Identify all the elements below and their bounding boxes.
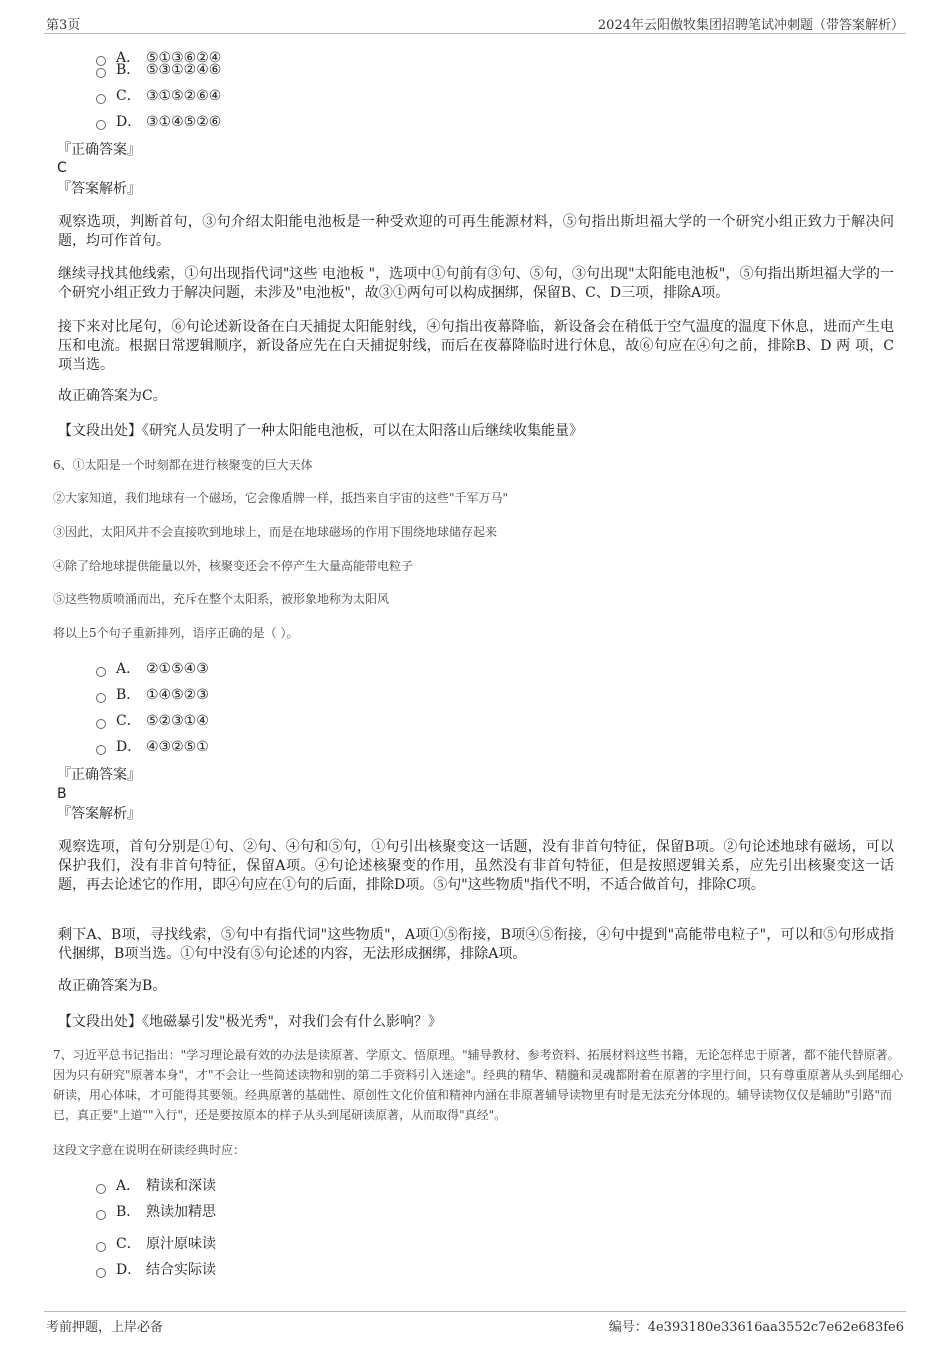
q6-option-d[interactable]: D． ④③②⑤①: [96, 738, 209, 756]
q5-answer-label: 『正确答案』: [57, 142, 141, 158]
document-id: 编号：4e393180e33616aa3552c7e62e683fe6: [608, 1320, 904, 1335]
q5-analysis-p1: 观察选项，判断首句，③句介绍太阳能电池板是一种受欢迎的可再生能源材料，⑤句指出斯坦福大学的一个研究小组正致力于解决问题，均可作首句。: [58, 214, 894, 249]
q5-option-d[interactable]: D． ③①④⑤②⑥: [96, 113, 221, 131]
radio-icon[interactable]: [96, 1268, 106, 1278]
q6-option-a[interactable]: A． ②①⑤④③: [96, 660, 209, 678]
radio-icon[interactable]: [96, 120, 106, 130]
page-number: 第3页: [46, 18, 81, 33]
q7-stem: 7、习近平总书记指出："学习理论最有效的办法是读原著、学原文、悟原理。"辅导教材、参考资料、拓展材料这些书籍，无论怎样忠于原著，都不能代替原著。因为只有研究"原著本身"，才"不会让一些简述读物和别的第二手资料引入迷途"。经典的精华、精髓和灵魂都附着在原著的字里行间，只有尊重原著从头到尾细心研读，用心体味，才可能得其要领。经典原著的基础性、原创性文化价值和精神内涵在非原著辅导读物里有时是无法充分体现的。辅导读物仅仅是辅助"引路"而已，真正要"上道""入行"，还是要按原本的样子从头到尾研读原著，从而取得"真经"。: [53, 1048, 904, 1122]
q7-option-b[interactable]: B． 熟读加精思: [96, 1203, 216, 1221]
q5-analysis-label: 『答案解析』: [57, 181, 141, 197]
q6-stem: 6、①太阳是一个时刻都在进行核聚变的巨大天体: [53, 458, 313, 472]
q6-sentence-2: ②大家知道，我们地球有一个磁场，它会像盾牌一样，抵挡来自宇宙的这些"千军万马": [53, 491, 509, 505]
q6-sentence-5: ⑤这些物质喷涌而出，充斥在整个太阳系，被形象地称为太阳风: [53, 592, 390, 606]
header-divider: [44, 33, 906, 34]
q7-option-a[interactable]: A． 精读和深读: [96, 1177, 216, 1195]
q7-option-c[interactable]: C． 原汁原味读: [96, 1235, 216, 1253]
q6-sentence-3: ③因此，太阳风并不会直接吹到地球上，而是在地球磁场的作用下围绕地球储存起来: [53, 525, 498, 539]
q6-option-c[interactable]: C． ⑤②③①④: [96, 712, 209, 730]
q6-analysis-p2: 剩下A、B项，寻找线索，⑤句中有指代词"这些物质"，A项①⑤衔接，B项④⑤衔接，④句中提到"高能带电粒子"，可以和⑤句形成指代捆绑，B项当选。①句中没有⑤句论述的内容，无法形成捆绑，排除A项。: [58, 927, 894, 962]
radio-icon[interactable]: [96, 693, 106, 703]
radio-icon[interactable]: [96, 68, 106, 78]
q6-answer-label: 『正确答案』: [57, 767, 141, 783]
q5-option-c[interactable]: C． ③①⑤②⑥④: [96, 87, 221, 105]
radio-icon[interactable]: [96, 719, 106, 729]
radio-icon[interactable]: [96, 1184, 106, 1194]
radio-icon[interactable]: [96, 667, 106, 677]
q6-analysis-label: 『答案解析』: [57, 806, 141, 822]
q7-option-d[interactable]: D． 结合实际读: [96, 1261, 216, 1279]
footer-divider: [44, 1311, 906, 1312]
q5-answer: C: [57, 160, 67, 176]
q5-analysis-p2: 继续寻找其他线索，①句出现指代词"这些 电池板 "，选项中①句前有③句、⑤句，③句出现"太阳能电池板"，⑤句指出斯坦福大学的一个研究小组正致力于解决问题，未涉及"电池板"，故③①两句可以构成捆绑，保留B、C、D三项，排除A项。: [58, 266, 894, 301]
q6-sentence-4: ④除了给地球提供能量以外，核聚变还会不停产生大量高能带电粒子: [53, 559, 414, 573]
q5-analysis-p4: 故正确答案为C。: [58, 388, 167, 404]
footer-slogan: 考前押题，上岸必备: [46, 1320, 164, 1335]
radio-icon[interactable]: [96, 745, 106, 755]
document-title: 2024年云阳傲牧集团招聘笔试冲刺题（带答案解析）: [597, 18, 904, 33]
q6-analysis-p3: 故正确答案为B。: [58, 978, 167, 994]
q5-option-b[interactable]: B． ⑤③①②④⑥: [96, 61, 221, 79]
radio-icon[interactable]: [96, 94, 106, 104]
q5-source: 【文段出处】《研究人员发明了一种太阳能电池板，可以在太阳落山后继续收集能量》: [58, 423, 583, 439]
q6-answer: B: [57, 786, 67, 802]
q5-analysis-p3: 接下来对比尾句，⑥句论述新设备在白天捕捉太阳能射线，④句指出夜幕降临，新设备会在稍低于空气温度的温度下休息，进而产生电压和电流。根据日常逻辑顺序，新设备应先在白天捕捉射线，而后在夜幕降临时进行休息，故⑥句应在④句之前，排除B、D 两 项，C项当选。: [58, 319, 894, 373]
q6-option-b[interactable]: B． ①④⑤②③: [96, 686, 209, 704]
q6-source: 【文段出处】《地磁暴引发"极光秀"，对我们会有什么影响？》: [58, 1014, 442, 1030]
q5-option-a[interactable]: A． ⑤①③⑥②④: [96, 49, 221, 67]
q7-question: 这段文字意在说明在研读经典时应：: [53, 1143, 246, 1157]
q6-analysis-p1: 观察选项，首句分别是①句、②句、④句和⑤句，①句引出核聚变这一话题，没有非首句特征，保留B项。②句论述地球有磁场，可以保护我们，没有非首句特征，保留A项。④句论述核聚变的作用，虽然没有非首句特征，但是按照逻辑关系，应先引出核聚变这一话题，再去论述它的作用，即④句应在①句的后面，排除D项。⑤句"这些物质"指代不明，不适合做首句，排除C项。: [58, 839, 894, 893]
radio-icon[interactable]: [96, 1242, 106, 1252]
q6-question: 将以上5个句子重新排列，语序正确的是（ ）。: [53, 626, 299, 640]
radio-icon[interactable]: [96, 1210, 106, 1220]
